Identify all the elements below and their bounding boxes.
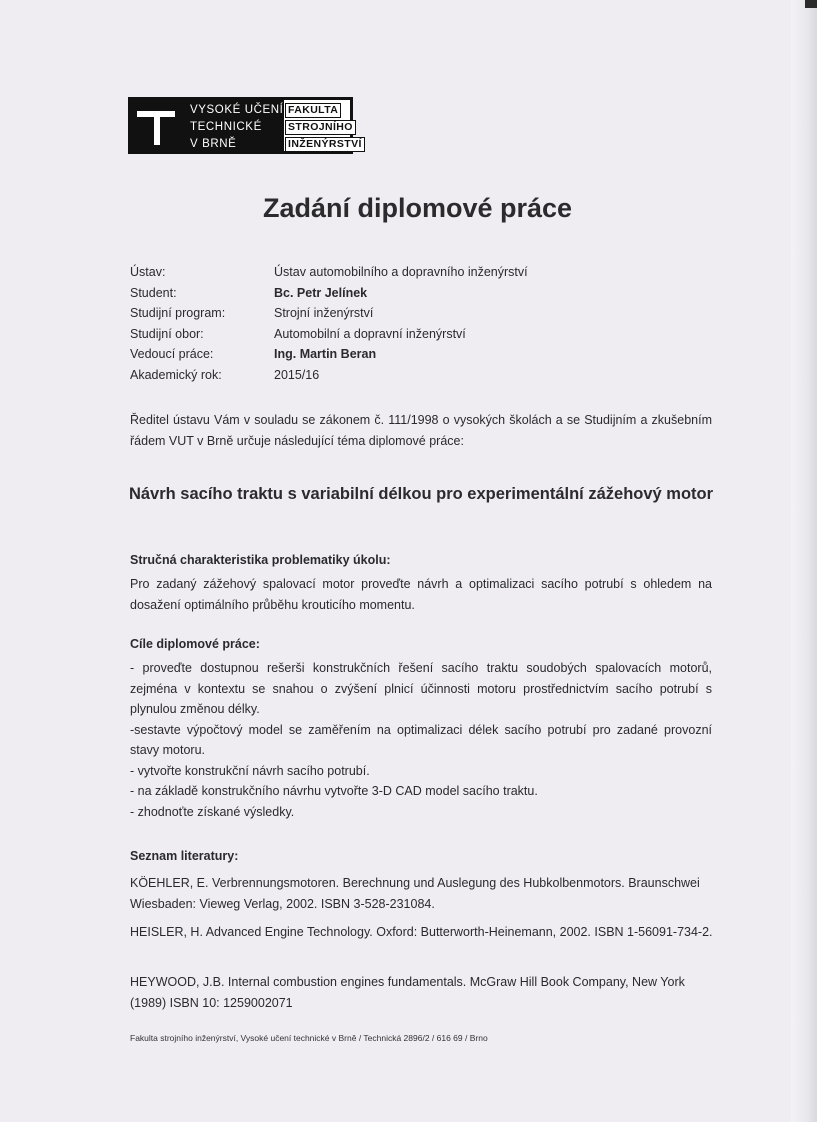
literature-item: HEYWOOD, J.B. Internal combustion engines fundamentals. McGraw Hill Book Company, New York (1989) ISBN 10: 1259002071 (130, 975, 685, 1010)
edge-mark (805, 0, 817, 8)
info-value: Bc. Petr Jelínek (274, 285, 368, 300)
logo-wordmark (184, 97, 362, 154)
page-title: Zadání diplomové práce (262, 193, 573, 223)
info-row-student (130, 283, 528, 304)
goal-item: -sestavte výpočtový model se zaměřením na optimalizaci délek sacího potrubí pro zadané provozní stavy motoru. (130, 722, 712, 757)
logo-line3-left: V BRNĚ (190, 138, 237, 150)
info-label: Studijní obor: (130, 326, 204, 341)
info-value: 2015/16 (274, 367, 320, 382)
thesis-title: Návrh sacího traktu s variabilní délkou pro experimentální zážehový motor (128, 485, 714, 503)
info-label: Akademický rok: (130, 367, 222, 382)
page-edge (791, 0, 817, 1122)
goal-item: - zhodnoťte získané výsledky. (130, 804, 295, 819)
logo-line3-right: INŽENÝRSTVÍ (285, 137, 365, 152)
literature-item: HEISLER, H. Advanced Engine Technology. Oxford: Butterworth-Heinemann, 2002. ISBN 1-56091-734-2. (130, 925, 713, 939)
info-value: Ing. Martin Beran (274, 347, 377, 362)
university-logo (128, 97, 362, 154)
logo-line1-left: VYSOKÉ UČENÍ (190, 104, 284, 116)
characteristic-text: Pro zadaný zážehový spalovací motor proveďte návrh a optimalizaci sacího potrubí s ohledem na dosažení optimálního průběhu krouticího momentu. (130, 577, 712, 612)
info-table (130, 262, 528, 386)
literature-heading: Seznam literatury: (130, 849, 239, 863)
info-row-field (130, 324, 528, 345)
logo-line1-right: FAKULTA (285, 103, 341, 118)
info-label: Vedoucí práce: (130, 347, 214, 362)
page-footer: Fakulta strojního inženýrství, Vysoké učení technické v Brně / Technická 2896/2 / 616 69 / Brno (130, 1033, 488, 1043)
logo-line2-left: TECHNICKÉ (190, 121, 262, 133)
goals-list (130, 658, 712, 822)
info-value: Strojní inženýrství (274, 306, 374, 321)
info-label: Ústav: (130, 265, 166, 279)
info-label: Studijní program: (130, 306, 226, 321)
info-value: Ústav automobilního a dopravního inženýrství (274, 265, 528, 279)
info-label: Student: (130, 285, 177, 300)
info-row-program (130, 303, 528, 324)
goal-item: - na základě konstrukčního návrhu vytvořte 3-D CAD model sacího traktu. (130, 784, 538, 798)
info-row-supervisor (130, 344, 528, 365)
logo-line2-right: STROJNÍHO (285, 120, 356, 135)
info-value: Automobilní a dopravní inženýrství (274, 326, 466, 341)
logo-t-icon (128, 97, 184, 154)
goal-item: - vytvořte konstrukční návrh sacího potrubí. (130, 763, 370, 778)
info-row-institute (130, 262, 528, 283)
literature-item: KÖEHLER, E. Verbrennungsmotoren. Berechnung und Auslegung des Hubkolbenmotors. Braunschwei Wiesbaden: Vieweg Verlag, 2002. ISBN 3-528-231084. (130, 876, 700, 911)
intro-paragraph: Ředitel ústavu Vám v souladu se zákonem č. 111/1998 o vysokých školách a se Studijním a zkušebním řádem VUT v Brně určuje následující téma diplomové práce: (130, 413, 712, 448)
characteristic-heading: Stručná charakteristika problematiky úkolu: (130, 553, 391, 567)
goals-heading: Cíle diplomové práce: (130, 637, 260, 651)
info-row-academic-year (130, 365, 528, 386)
goal-item: - proveďte dostupnou rešerši konstrukčních řešení sacího traktu soudobých spalovacích motorů, zejména v kontextu se snahou o zvýšení plnicí účinnosti motoru prostřednictvím sacího potrubí s plynulou změnou délky. (130, 661, 712, 716)
